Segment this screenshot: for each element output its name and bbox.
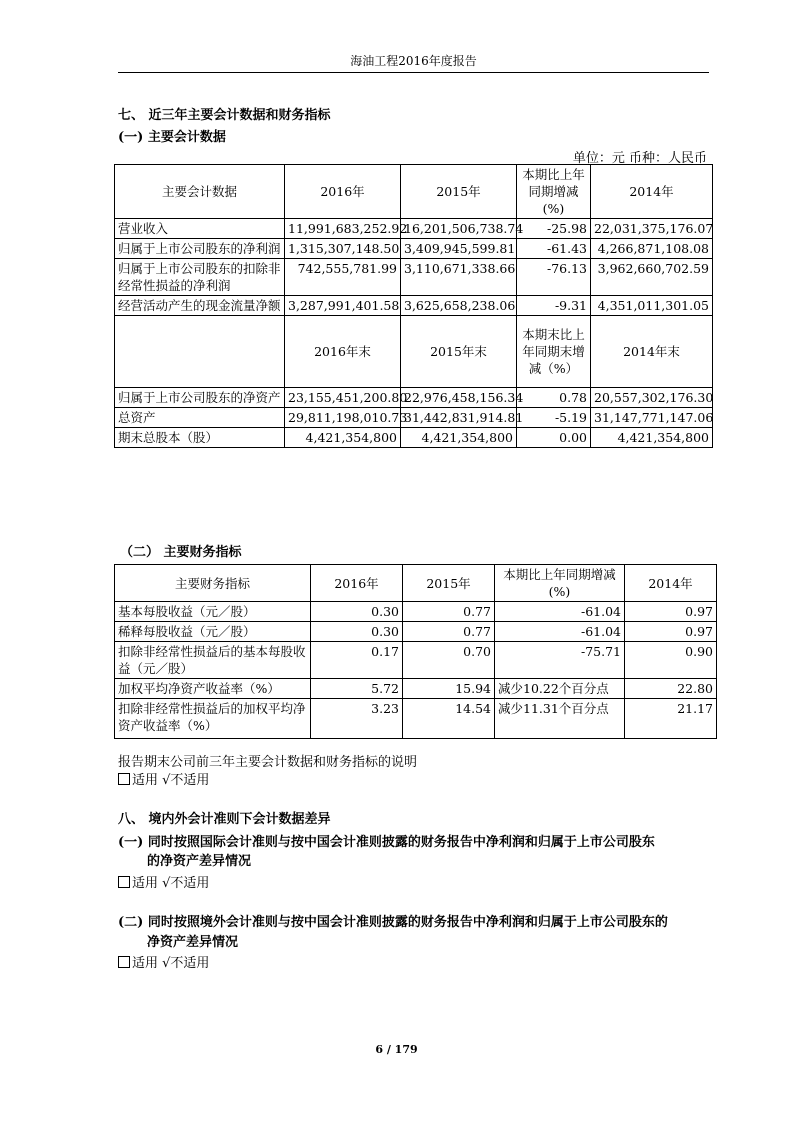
cell-value: 1,315,307,148.50: [285, 239, 401, 259]
section-7-sub2: （二） 主要财务指标: [120, 545, 242, 560]
table-row: [115, 428, 713, 448]
table-row: [115, 259, 713, 296]
cell-value: 0.30: [311, 602, 403, 622]
header-cell: 2016年: [285, 165, 401, 219]
header-cell: 主要财务指标: [115, 565, 311, 602]
cell-value: 0.97: [625, 602, 717, 622]
row-label: 归属于上市公司股东的净资产: [115, 388, 285, 408]
cell-value: 3.23: [311, 699, 403, 739]
page-number: 6 / 179: [375, 1043, 418, 1056]
table-row: [115, 388, 713, 408]
row-label: 总资产: [115, 408, 285, 428]
section-7-sub1: (一) 主要会计数据: [118, 130, 226, 145]
header-cell: 2015年: [403, 565, 495, 602]
table-row: [115, 408, 713, 428]
accounting-data-table: [114, 164, 713, 448]
cell-value: 3,110,671,338.66: [401, 259, 517, 296]
section-7-title: 七、 近三年主要会计数据和财务指标: [118, 108, 331, 123]
table-header-row: [115, 565, 717, 602]
header-cell: 2014年末: [591, 316, 713, 388]
cell-value: 0.17: [311, 642, 403, 679]
header-cell: [115, 316, 285, 388]
cell-value: -61.43: [517, 239, 591, 259]
row-label: 扣除非经常性损益后的加权平均净资产收益率（%）: [115, 699, 311, 739]
header-rule: [118, 72, 709, 73]
cell-value: -9.31: [517, 296, 591, 316]
cell-value: 742,555,781.99: [285, 259, 401, 296]
cell-value: 0.78: [517, 388, 591, 408]
note-text: 报告期末公司前三年主要会计数据和财务指标的说明: [118, 755, 418, 770]
cell-value: 22,031,375,176.07: [591, 219, 713, 239]
header-cell: 本期比上年同期增减(%): [517, 165, 591, 219]
row-label: 加权平均净资产收益率（%）: [115, 679, 311, 699]
table-row: [115, 642, 717, 679]
cell-value: 20,557,302,176.30: [591, 388, 713, 408]
applicability-text: 适用 √不适用: [132, 956, 210, 971]
cell-value: 3,962,660,702.59: [591, 259, 713, 296]
cell-value: -75.71: [495, 642, 625, 679]
cell-value: 0.97: [625, 622, 717, 642]
table-row: [115, 622, 717, 642]
unit-label: 单位：元 币种：人民币: [572, 151, 707, 166]
row-label: 扣除非经常性损益后的基本每股收益（元／股）: [115, 642, 311, 679]
row-label: 稀释每股收益（元／股）: [115, 622, 311, 642]
table-row: [115, 602, 717, 622]
row-label: 归属于上市公司股东的扣除非经常性损益的净利润: [115, 259, 285, 296]
row-label: 营业收入: [115, 219, 285, 239]
cell-value: 减少10.22个百分点: [495, 679, 625, 699]
cell-value: 4,351,011,301.05: [591, 296, 713, 316]
row-label: 期末总股本（股）: [115, 428, 285, 448]
header-cell: 2014年: [625, 565, 717, 602]
cell-value: 22,976,458,156.34: [401, 388, 517, 408]
cell-value: -61.04: [495, 602, 625, 622]
cell-value: 3,287,991,401.58: [285, 296, 401, 316]
cell-value: 0.00: [517, 428, 591, 448]
applicability-8-1: [118, 872, 209, 891]
section-8-sub1-line2: 的净资产差异情况: [147, 854, 252, 869]
table-row: [115, 219, 713, 239]
table-header-row: [115, 165, 713, 219]
section-8-sub1-line1: (一) 同时按照国际会计准则与按中国会计准则披露的财务报告中净利润和归属于上市公司股东: [118, 835, 655, 850]
section-8-sub2-line1: (二) 同时按照境外会计准则与按中国会计准则披露的财务报告中净利润和归属于上市公司股东的: [118, 915, 668, 930]
table-row: [115, 699, 717, 739]
header-cell: 主要会计数据: [115, 165, 285, 219]
header-cell: 2015年末: [401, 316, 517, 388]
checkbox-empty-icon: [118, 876, 130, 888]
cell-value: -61.04: [495, 622, 625, 642]
cell-value: 0.30: [311, 622, 403, 642]
row-label: 经营活动产生的现金流量净额: [115, 296, 285, 316]
table-row: [115, 239, 713, 259]
applicability-text: 适用 √不适用: [132, 876, 210, 891]
cell-value: 0.90: [625, 642, 717, 679]
cell-value: 31,442,831,914.81: [401, 408, 517, 428]
table-row: [115, 296, 713, 316]
cell-value: 31,147,771,147.06: [591, 408, 713, 428]
cell-value: 5.72: [311, 679, 403, 699]
cell-value: 0.70: [403, 642, 495, 679]
cell-value: 3,409,945,599.81: [401, 239, 517, 259]
header-cell: 本期末比上年同期末增减（%）: [517, 316, 591, 388]
cell-value: -76.13: [517, 259, 591, 296]
section-8-title: 八、 境内外会计准则下会计数据差异: [118, 812, 331, 827]
cell-value: 0.77: [403, 622, 495, 642]
cell-value: 4,266,871,108.08: [591, 239, 713, 259]
cell-value: 16,201,506,738.74: [401, 219, 517, 239]
table-header-row: [115, 316, 713, 388]
cell-value: 23,155,451,200.80: [285, 388, 401, 408]
header-cell: 2016年: [311, 565, 403, 602]
cell-value: 15.94: [403, 679, 495, 699]
header-cell: 本期比上年同期增减(%): [495, 565, 625, 602]
header-cell: 2014年: [591, 165, 713, 219]
applicability-text: 适用 √不适用: [132, 773, 210, 788]
checkbox-empty-icon: [118, 956, 130, 968]
checkbox-empty-icon: [118, 773, 130, 785]
cell-value: 4,421,354,800: [591, 428, 713, 448]
cell-value: 3,625,658,238.06: [401, 296, 517, 316]
applicability-8-2: [118, 952, 209, 971]
table-row: [115, 679, 717, 699]
cell-value: 14.54: [403, 699, 495, 739]
cell-value: 11,991,683,252.92: [285, 219, 401, 239]
cell-value: 4,421,354,800: [285, 428, 401, 448]
row-label: 归属于上市公司股东的净利润: [115, 239, 285, 259]
cell-value: -5.19: [517, 408, 591, 428]
row-label: 基本每股收益（元／股）: [115, 602, 311, 622]
cell-value: 0.77: [403, 602, 495, 622]
financial-indicators-table: [114, 564, 717, 739]
applicability-7: [118, 769, 209, 788]
cell-value: -25.98: [517, 219, 591, 239]
section-8-sub2-line2: 净资产差异情况: [147, 935, 239, 950]
running-header: 海油工程2016年度报告: [350, 54, 477, 68]
cell-value: 29,811,198,010.73: [285, 408, 401, 428]
header-cell: 2016年末: [285, 316, 401, 388]
cell-value: 22.80: [625, 679, 717, 699]
cell-value: 21.17: [625, 699, 717, 739]
cell-value: 减少11.31个百分点: [495, 699, 625, 739]
cell-value: 4,421,354,800: [401, 428, 517, 448]
header-cell: 2015年: [401, 165, 517, 219]
